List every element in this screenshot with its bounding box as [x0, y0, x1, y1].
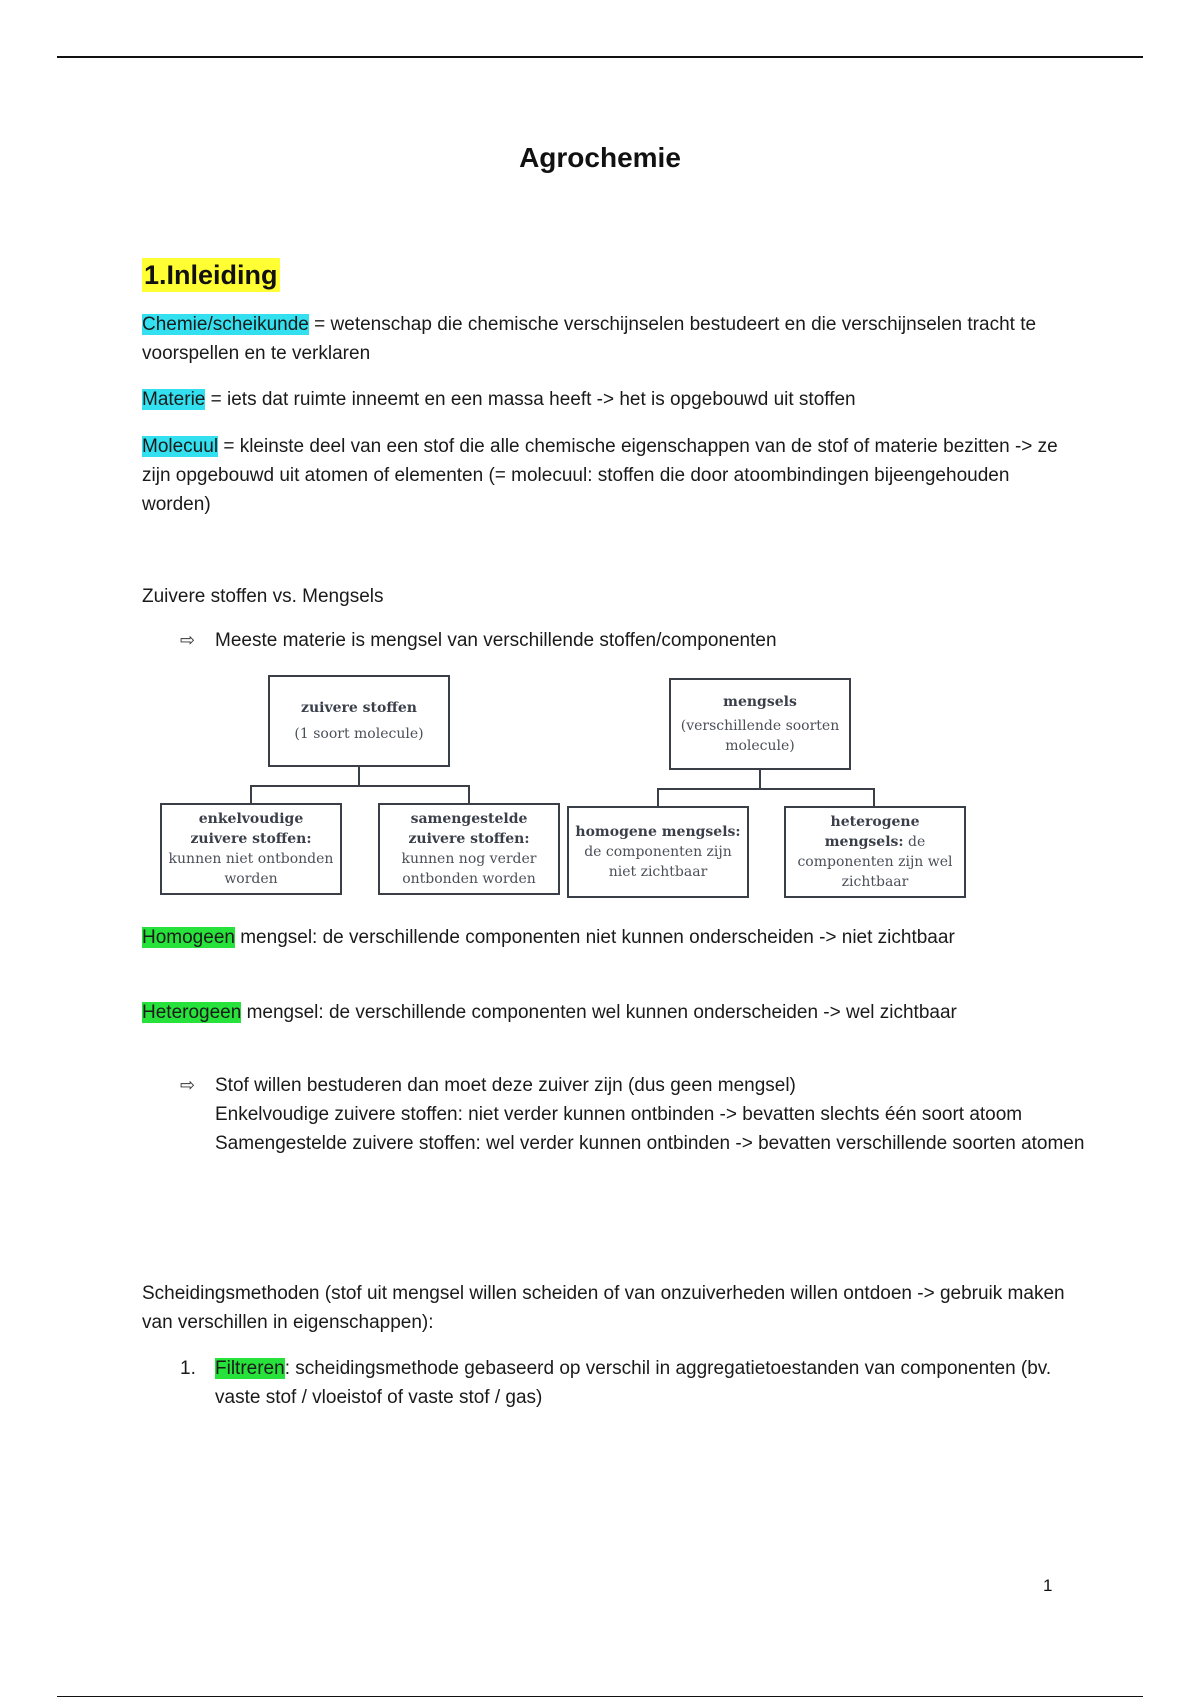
section-heading-highlight: 1.Inleiding [144, 260, 278, 290]
method-text [215, 1354, 1080, 1412]
box-mixtures-sub: (verschillende soorten molecule) [680, 718, 840, 754]
classification-diagram [150, 675, 980, 915]
box-mixtures [669, 678, 851, 770]
connector-pure-left [250, 785, 252, 803]
arrow-right-icon: ⇨ [180, 630, 196, 650]
connector-mixtures-stem [759, 770, 761, 788]
definition-materie-text: = iets dat ruimte inneemt en een massa heeft -> het is opgebouwd uit stoffen [205, 389, 856, 410]
connector-mixtures-left [657, 788, 659, 806]
definition-heterogeen-text: mengsel: de verschillende componenten wel kunnen onderscheiden -> wel zichtbaar [241, 1002, 957, 1023]
box-homogeneous-bold: homogene mengsels: [575, 824, 741, 840]
connector-pure-right [468, 785, 470, 803]
connector-mixtures-right [873, 788, 875, 806]
definition-chemie-text: = wetenschap die chemische verschijnselen bestudeert en die verschijnselen tracht te voorspellen en te verklaren [142, 314, 1037, 364]
box-homogeneous [567, 806, 749, 898]
arrow-right-icon: ⇨ [180, 1075, 196, 1095]
arrow-item-2-text [215, 1071, 1085, 1158]
connector-pure-bar [250, 785, 470, 787]
box-pure-substances [268, 675, 450, 767]
term-chemie: Chemie/scheikunde [142, 314, 309, 335]
method-number: 1. [180, 1358, 196, 1379]
box-pure-title: zuivere stoffen [301, 700, 417, 716]
top-rule [57, 56, 1143, 58]
box-heterogeneous [784, 806, 966, 898]
box-heterogeneous-bold: heterogene mengsels: [824, 814, 920, 850]
arrow-item-2-line1: Stof willen bestuderen dan moet deze zuiver zijn (dus geen mengsel) [215, 1075, 796, 1096]
definition-molecuul [142, 432, 1072, 519]
connector-pure-stem [358, 767, 360, 785]
definition-homogeen-text: mengsel: de verschillende componenten niet kunnen onderscheiden -> niet zichtbaar [234, 927, 955, 948]
box-simple-substances [160, 803, 342, 895]
method-description: : scheidingsmethode gebaseerd op verschil in aggregatietoestanden van componenten (bv. vaste stof / vloeistof of vaste stof / gas) [215, 1358, 1052, 1408]
definition-chemie [142, 310, 1072, 368]
box-pure-sub: (1 soort molecule) [294, 726, 424, 742]
subheading-mixtures: Zuivere stoffen vs. Mengsels [142, 586, 384, 607]
connector-mixtures-bar [657, 788, 875, 790]
separation-intro: Scheidingsmethoden (stof uit mengsel willen scheiden of van onzuiverheden willen ontdoen -> gebruik maken van verschillen in eigenschappen): [142, 1283, 1065, 1333]
box-compound-rest: kunnen nog verder ontbonden worden [401, 851, 537, 887]
document-title: Agrochemie [519, 142, 681, 173]
definition-molecuul-text: = kleinste deel van een stof die alle chemische eigenschappen van de stof of materie bezitten -> ze zijn opgebouwd uit atomen of elementen (= molecuul: stoffen die door atoombindingen bijeengehouden worden) [142, 436, 1058, 515]
section-heading [142, 260, 280, 291]
arrow-item-1-text: Meeste materie is mengsel van verschillende stoffen/componenten [215, 630, 777, 651]
box-heterogeneous-rest: de componenten zijn wel zichtbaar [797, 834, 953, 890]
term-molecuul: Molecuul [142, 436, 219, 457]
term-filtreren: Filtreren [215, 1358, 285, 1379]
term-materie: Materie [142, 389, 206, 410]
box-homogeneous-rest: de componenten zijn niet zichtbaar [584, 844, 732, 880]
page-number: 1 [1043, 1576, 1053, 1595]
box-mixtures-title: mengsels [723, 694, 797, 710]
box-simple-bold: enkelvoudige zuivere stoffen: [190, 811, 312, 847]
definition-materie [142, 385, 1072, 414]
term-heterogeen: Heterogeen [142, 1002, 242, 1023]
box-compound-bold: samengestelde zuivere stoffen: [408, 811, 530, 847]
term-homogeen: Homogeen [142, 927, 235, 948]
arrow-item-2-line2: Enkelvoudige zuivere stoffen: niet verder kunnen ontbinden -> bevatten slechts één soort atoom [215, 1104, 1023, 1125]
bottom-rule [57, 1696, 1143, 1697]
definition-heterogeen [142, 998, 1072, 1027]
arrow-item-2-line3: Samengestelde zuivere stoffen: wel verder kunnen ontbinden -> bevatten verschillende soorten atomen [215, 1133, 1085, 1154]
box-compound-substances [378, 803, 560, 895]
definition-homogeen [142, 923, 1072, 952]
box-simple-rest: kunnen niet ontbonden worden [168, 851, 334, 887]
